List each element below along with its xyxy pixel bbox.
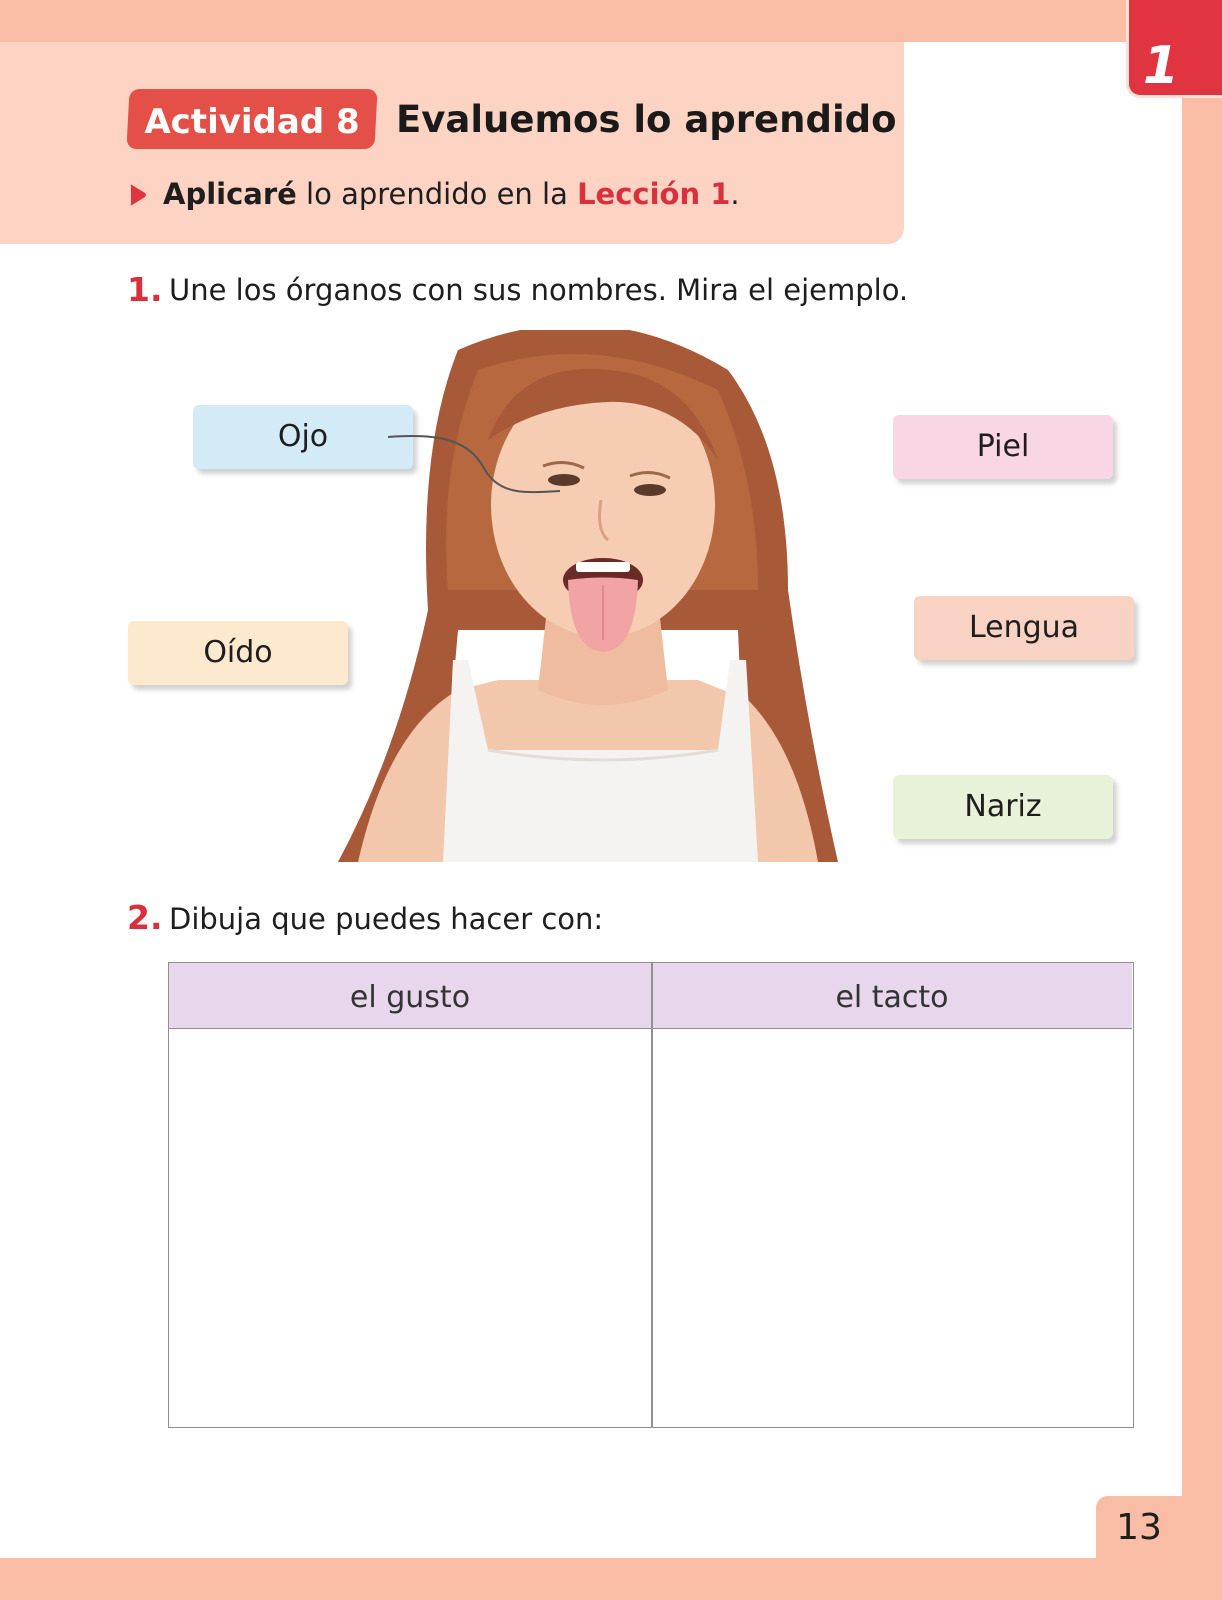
chapter-number: 1 <box>1142 36 1180 96</box>
question-2-number: 2. <box>127 898 163 937</box>
organ-label-nariz-text: Nariz <box>964 789 1042 824</box>
drawing-table <box>168 962 1134 1428</box>
drawing-area-gusto[interactable] <box>169 1029 651 1427</box>
organ-label-nariz[interactable] <box>893 775 1113 839</box>
top-band <box>0 0 1222 42</box>
question-1-text: Une los órganos con sus nombres. Mira el ejemplo. <box>169 273 909 307</box>
objective-verb: Aplicaré <box>163 177 297 211</box>
page-number: 13 <box>1116 1507 1162 1548</box>
lesson-objective <box>163 171 740 217</box>
column-divider <box>651 963 653 1427</box>
question-2-text: Dibuja que puedes hacer con: <box>169 902 604 936</box>
drawing-area-tacto[interactable] <box>652 1029 1132 1427</box>
bottom-band <box>0 1558 1222 1600</box>
organ-label-ojo-text: Ojo <box>277 419 329 454</box>
activity-label: Actividad 8 <box>144 102 360 142</box>
organ-label-lengua[interactable] <box>914 596 1134 660</box>
objective-text: lo aprendido en la <box>296 177 578 211</box>
activity-title: Evaluemos lo aprendido <box>396 98 897 141</box>
organ-label-piel-text: Piel <box>976 429 1030 464</box>
organ-label-ojo[interactable] <box>193 405 413 469</box>
organ-label-lengua-text: Lengua <box>968 610 1080 645</box>
lesson-reference: Lección 1 <box>577 177 731 211</box>
question-1-number: 1. <box>127 270 163 309</box>
objective-end: . <box>730 177 740 211</box>
column-header-tacto: el tacto <box>652 963 1132 1029</box>
right-band <box>1182 0 1222 1600</box>
bullet-arrow-icon <box>129 184 147 206</box>
organ-label-oido[interactable] <box>128 621 348 685</box>
organ-label-piel[interactable] <box>893 415 1113 479</box>
organ-label-oido-text: Oído <box>203 635 273 670</box>
column-header-gusto: el gusto <box>169 963 651 1029</box>
